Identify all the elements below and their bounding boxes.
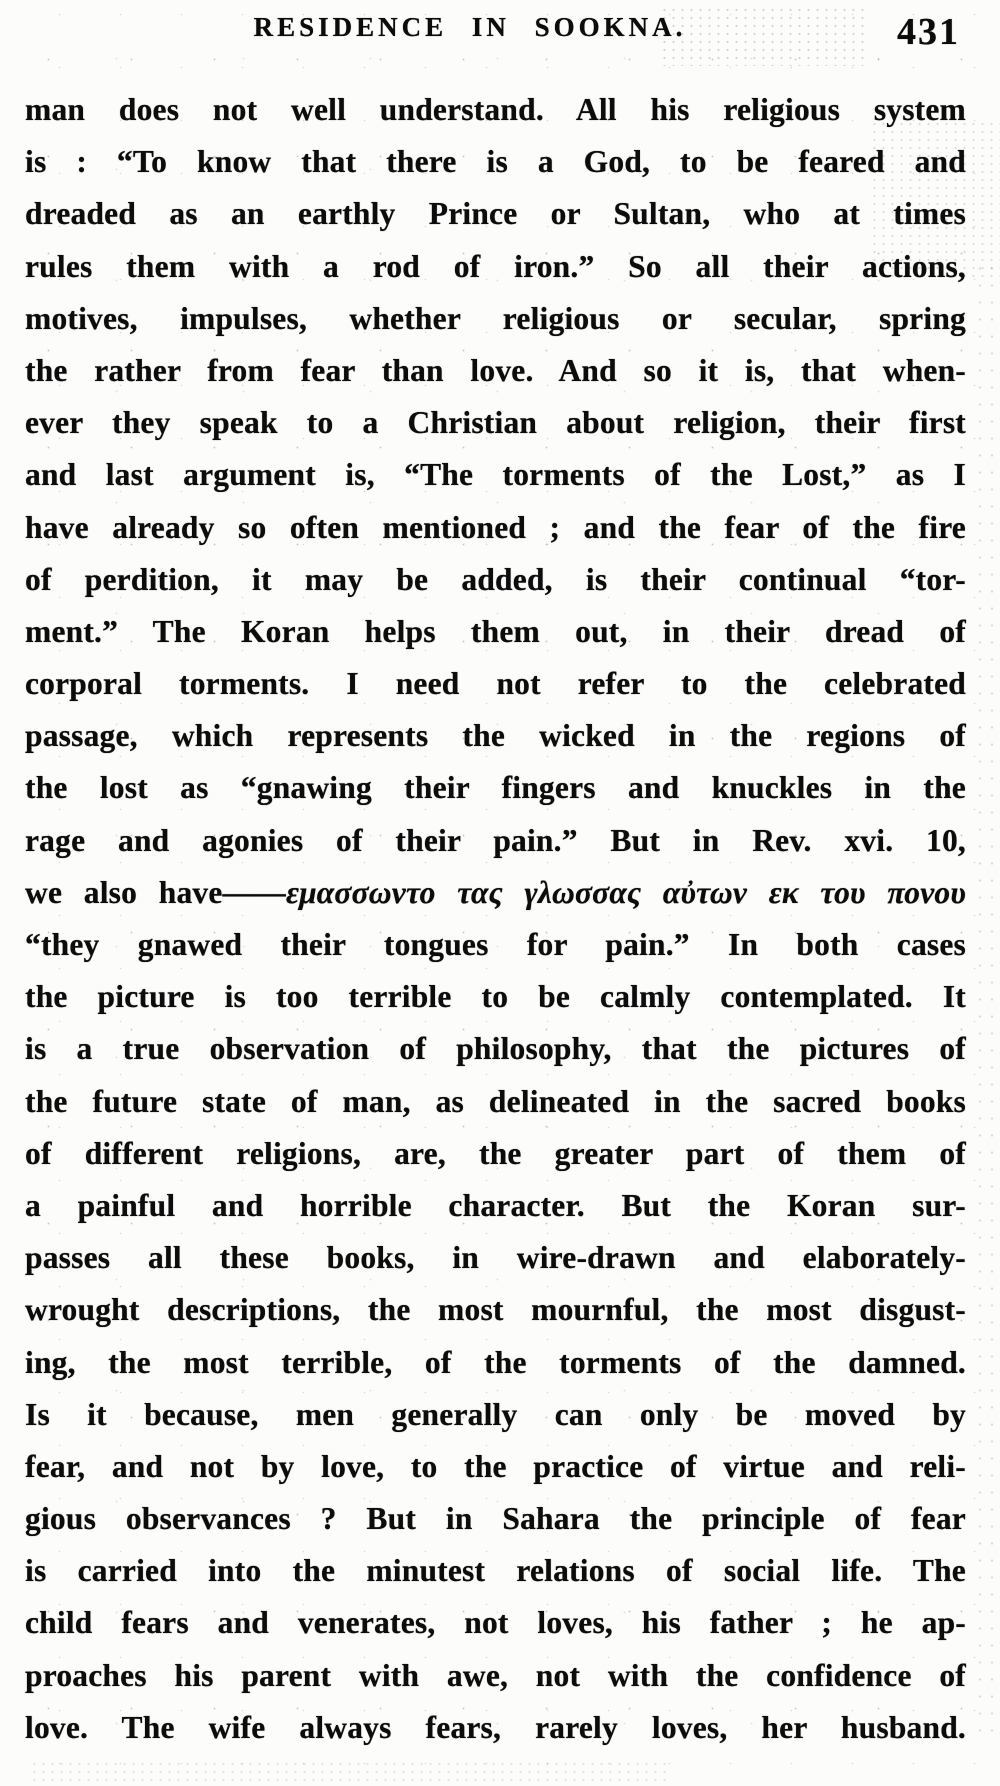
text-line: and last argument is, “The torments of the Lost,” as I bbox=[25, 457, 966, 493]
text-line: is a true observation of philosophy, that the pictures of bbox=[25, 1031, 966, 1067]
text-line: wrought descriptions, the most mournful, the most disgust- bbox=[25, 1292, 966, 1328]
body-text bbox=[25, 84, 966, 1754]
text-line: ment.” The Koran helps them out, in their dread of bbox=[25, 613, 966, 649]
greek-line-prefix: we also have—— bbox=[25, 874, 286, 910]
text-line: the lost as “gnawing their fingers and knuckles in the bbox=[25, 770, 966, 806]
text-line: man does not well understand. All his religious system bbox=[25, 92, 966, 127]
text-line: child fears and venerates, not loves, his father ; he ap- bbox=[25, 1605, 966, 1641]
text-line: rage and agonies of their pain.” But in Rev. xvi. 10, bbox=[25, 822, 966, 858]
text-line: Is it because, men generally can only be moved by bbox=[25, 1396, 966, 1432]
text-line: the future state of man, as delineated in the sacred books bbox=[25, 1083, 966, 1119]
text-line: gious observances ? But in Sahara the principle of fear bbox=[25, 1501, 966, 1537]
text-line: proaches his parent with awe, not with the confidence of bbox=[25, 1657, 966, 1693]
text-line: the picture is too terrible to be calmly contemplated. It bbox=[25, 979, 966, 1015]
text-line: the rather from fear than love. And so it is, that when- bbox=[25, 352, 966, 388]
text-line: a painful and horrible character. But the Koran sur- bbox=[25, 1187, 966, 1223]
greek-quote: εμασσωντο τας γλωσσας αὐτων εκ του πονου bbox=[285, 874, 966, 910]
text-line: motives, impulses, whether religious or secular, spring bbox=[25, 300, 966, 336]
text-line: dreaded as an earthly Prince or Sultan, who at times bbox=[25, 196, 966, 232]
text-line: of different religions, are, the greater part of them of bbox=[25, 1135, 966, 1171]
text-line: have already so often mentioned ; and the fear of the fire bbox=[25, 509, 966, 545]
text-line: ing, the most terrible, of the torments of the damned. bbox=[25, 1344, 966, 1380]
text-line: of perdition, it may be added, is their continual “tor- bbox=[25, 561, 966, 597]
scan-noise-bottom bbox=[30, 1760, 670, 1786]
text-line: fear, and not by love, to the practice of virtue and reli- bbox=[25, 1448, 966, 1484]
text-line: “they gnawed their tongues for pain.” In both cases bbox=[25, 927, 966, 962]
page-number: 431 bbox=[897, 11, 960, 53]
text-line: love. The wife always fears, rarely loves, her husband. bbox=[25, 1709, 966, 1745]
running-head-title: RESIDENCE IN SOOKNA. bbox=[253, 12, 687, 42]
text-line: is : “To know that there is a God, to be feared and bbox=[25, 144, 966, 180]
scan-noise-right-edge bbox=[974, 260, 1000, 1740]
running-head bbox=[0, 12, 1000, 56]
text-line: rules them with a rod of iron.” So all their actions, bbox=[25, 248, 966, 284]
text-line: corporal torments. I need not refer to the celebrated bbox=[25, 666, 966, 702]
text-line: passes all these books, in wire-drawn and elaborately- bbox=[25, 1240, 966, 1276]
text-line: is carried into the minutest relations of social life. The bbox=[25, 1553, 966, 1589]
text-line: passage, which represents the wicked in the regions of bbox=[25, 718, 966, 754]
text-line-greek bbox=[25, 867, 966, 919]
text-line: ever they speak to a Christian about religion, their first bbox=[25, 405, 966, 441]
